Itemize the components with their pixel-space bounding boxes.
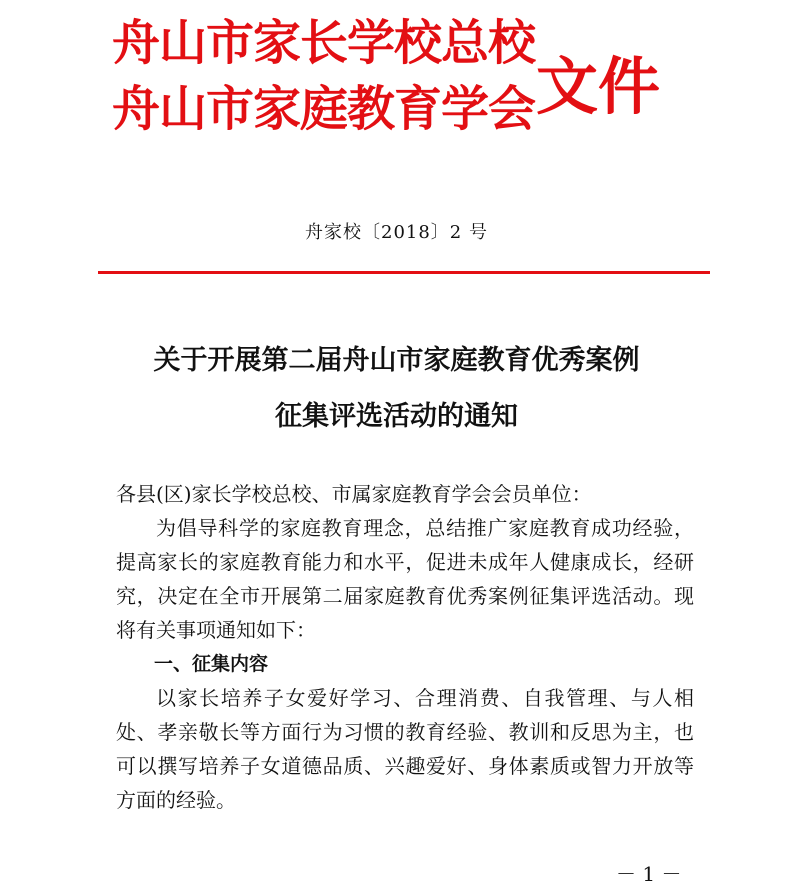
- document-title: [0, 333, 793, 445]
- document-body: [116, 477, 694, 817]
- intro-paragraph: 为倡导科学的家庭教育理念，总结推广家庭教育成功经验，提高家长的家庭教育能力和水平，促进未成年人健康成长，经研究，决定在全市开展第二届家庭教育优秀案例征集评选活动。现将有关事项通知如下：: [116, 516, 694, 642]
- title-line-1: 关于开展第二届舟山市家庭教育优秀案例: [153, 345, 640, 376]
- red-divider-line: [98, 271, 710, 274]
- document-header-word: 文件: [536, 50, 661, 123]
- document-number: 舟家校〔2018〕2 号: [305, 222, 488, 243]
- section-heading-1: 一、征集内容: [154, 653, 269, 675]
- section-paragraph-1: 以家长培养子女爱好学习、合理消费、自我管理、与人相处、孝亲敬长等方面行为习惯的教育经验、教训和反思为主，也可以撰写培养子女道德品质、兴趣爱好、身体素质或智力开放等方面的经验。: [116, 686, 694, 812]
- org-name-1: 舟山市家长学校总校: [112, 15, 536, 71]
- org-name-2: 舟山市家庭教育学会: [112, 81, 536, 137]
- page-number: － 1 －: [616, 862, 682, 886]
- salutation: 各县(区)家长学校总校、市属家庭教育学会会员单位：: [116, 482, 592, 506]
- title-line-2: 征集评选活动的通知: [275, 401, 518, 432]
- issuing-organizations: [112, 10, 535, 142]
